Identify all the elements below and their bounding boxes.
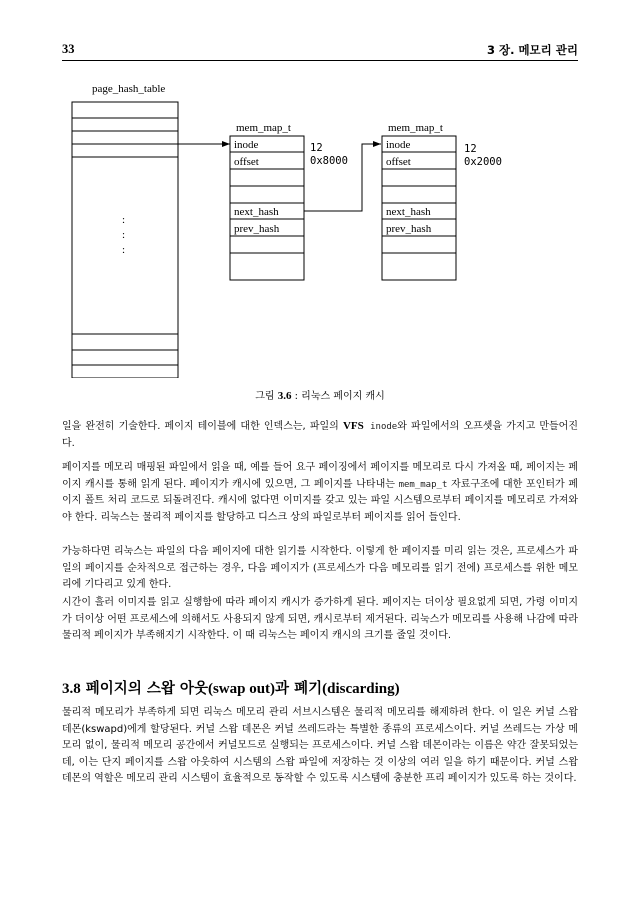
ellipsis-dots-2: : bbox=[122, 229, 126, 241]
right-offset-value: 0x2000 bbox=[464, 156, 502, 168]
left-field-prev-hash: prev_hash bbox=[234, 223, 280, 235]
caption-text: : 리눅스 페이지 캐시 bbox=[291, 391, 385, 402]
caption-number: 3.6 bbox=[277, 390, 292, 402]
page-hash-table-label: page_hash_table bbox=[92, 83, 166, 95]
right-field-inode: inode bbox=[386, 139, 411, 151]
paragraph-3: 가능하다면 리눅스는 파일의 다음 페이지에 대한 읽기를 시작한다. 이렇게 한 페이지를 미리 읽는 것은, 프로세스가 파일의 페이지를 순차적으로 접근하는 경우, 다음 페이지가 (프로세스가 다음 메모리를 읽기 전에) 프로세스를 위한 메모리에 기다리고 있게 한다. bbox=[62, 546, 578, 591]
caption-prefix: 그림 bbox=[255, 391, 278, 402]
p2-text-a: 페이지를 메모리 매핑된 파일에서 읽을 때, 예를 들어 요구 페이징에서 페이지를 메모리로 다시 가져올 때, 페이지는 페이지 캐시를 통해 읽게 된다. 페이지가 캐시에 있으면, 그 페이지를 나타내는 bbox=[62, 462, 578, 490]
right-field-next-hash: next_hash bbox=[386, 206, 431, 218]
left-offset-value: 0x8000 bbox=[310, 155, 348, 167]
p2-code: mem_map_t bbox=[398, 479, 448, 490]
left-field-next-hash: next_hash bbox=[234, 206, 279, 218]
section-title-ko2: 과 폐기 bbox=[275, 681, 323, 697]
section-heading bbox=[62, 677, 400, 698]
figure-caption bbox=[62, 387, 578, 402]
ellipsis-dots-1: : bbox=[122, 214, 126, 226]
right-inode-value: 12 bbox=[464, 143, 477, 155]
left-field-offset: offset bbox=[234, 156, 259, 168]
ellipsis-dots-3: : bbox=[122, 244, 126, 256]
p2-text-b: 자료구조에 대한 포인터가 페이지 폴트 처리 코드로 되돌려진다. 캐시에 없다면 이미지를 갖고 있는 파일 시스템으로부터 페이지를 메모리로 가져와야 한다. 리눅스는 물리적 페이지를 할당하고 디스크 상의 파일로부터 페이지를 읽어 들인다. bbox=[62, 478, 578, 523]
section-title-en2: (discarding) bbox=[322, 681, 400, 697]
page-cache-diagram bbox=[62, 78, 578, 378]
section-number: 3.8 bbox=[62, 681, 81, 697]
left-struct-title: mem_map_t bbox=[236, 122, 291, 134]
paragraph-5: 물리적 메모리가 부족하게 되면 리눅스 메모리 관리 서브시스템은 물리적 메모리를 해제하려 한다. 이 일은 커널 스왑 데몬(kswapd)에게 할당된다. 커널 스왑 데몬은 커널 쓰레드라는 특별한 종류의 프로세스이다. 커널 쓰레드는 가상 메모리 없이, 물리적 메모리 공간에서 커널모드로 실행되는 프로세스이다. 커널 스왑 데몬이라는 이름은 약간 잘못되었는데, 이는 단지 페이지를 스왑 아웃하여 시스템의 스왑 파일에 저장하는 것 이상의 여러 일을 하기 때문이다. 커널 스왑 데몬의 역할은 메모리 관리 시스템이 효율적으로 동작할 수 있도록 시스템에 충분한 프리 페이지가 있도록 하는 것이다. bbox=[62, 707, 578, 785]
p1-text-a: 일을 완전히 기술한다. 페이지 테이블에 대한 인덱스는, 파일의 bbox=[62, 421, 343, 432]
page-number: 33 bbox=[62, 42, 75, 56]
right-struct-title: mem_map_t bbox=[388, 122, 443, 134]
chapter-title: 3 장. 메모리 관리 bbox=[486, 43, 578, 57]
page-header bbox=[62, 40, 578, 61]
left-inode-value: 12 bbox=[310, 142, 323, 154]
right-field-prev-hash: prev_hash bbox=[386, 223, 432, 235]
paragraph-4: 시간이 흘러 이미지를 읽고 실행함에 따라 페이지 캐시가 증가하게 된다. 페이지는 더이상 필요없게 되면, 가령 이미지가 더이상 어떤 프로세스에 의해서도 사용되지 않게 되면, 캐시로부터 제거된다. 리눅스가 메모리를 사용해 나감에 따라 물리적 페이지가 부족해지기 시작한다. 이 때 리눅스는 페이지 캐시의 크기를 줄일 것이다. bbox=[62, 597, 578, 642]
paragraph-1 bbox=[62, 418, 578, 452]
page-cache-figure bbox=[62, 78, 578, 378]
right-field-offset: offset bbox=[386, 156, 411, 168]
section-title-ko1: 페이지의 스왑 아웃 bbox=[80, 681, 208, 697]
paragraph-2 bbox=[62, 460, 578, 526]
left-field-inode: inode bbox=[234, 139, 259, 151]
p1-vfs: VFS bbox=[342, 420, 364, 432]
p1-text-b: 와 파일에서의 오프셋을 가지고 만들어진다. bbox=[62, 421, 579, 449]
p1-inode-code: inode bbox=[363, 422, 398, 432]
section-title-en1: (swap out) bbox=[207, 681, 276, 697]
